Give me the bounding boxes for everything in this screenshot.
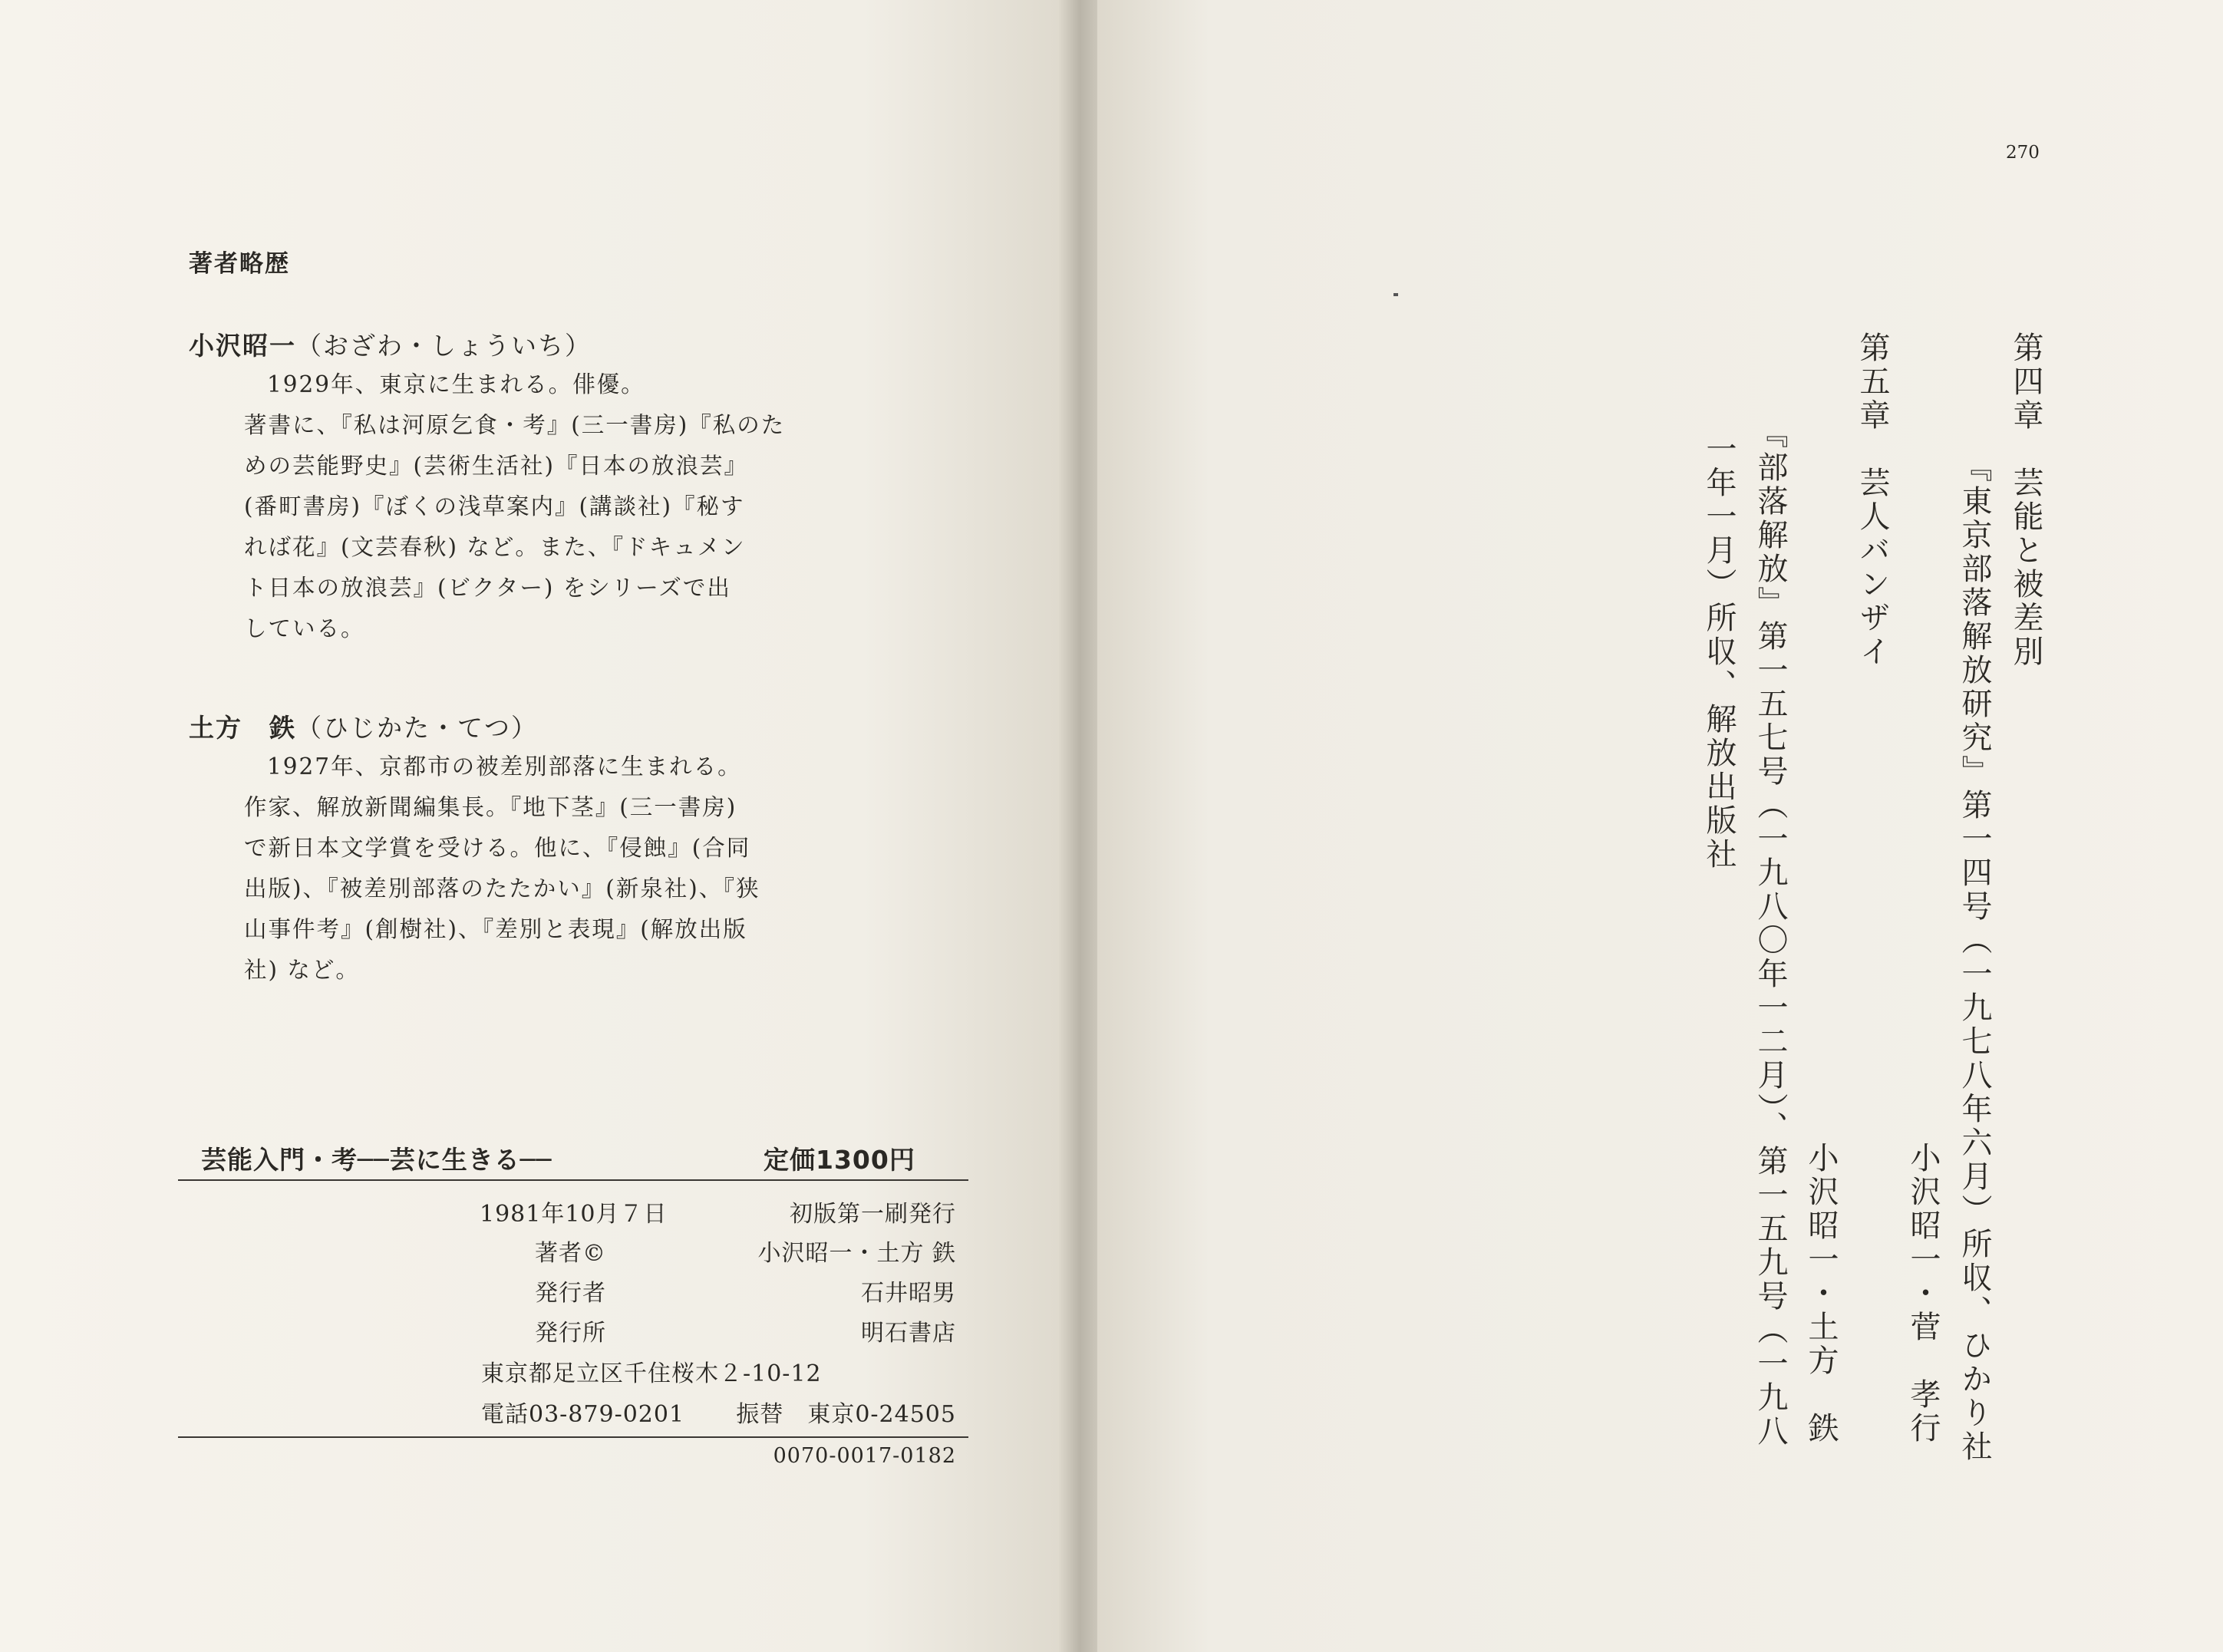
toc-column-chapter5-authors: 小沢昭一・土方 鉄 [1803,331,1839,1446]
colophon-transfer: 振替 東京0-24505 [736,1401,956,1428]
bio-line: している。 [244,615,365,641]
colophon-author-value: 小沢昭一・土方 鉄 [757,1240,956,1267]
colophon-code: 0070-0017-0182 [773,1444,956,1468]
bio-line: めの芸能野史』(芸術生活社)『日本の放浪芸』 [244,453,749,479]
bio-line: 山事件考』(創樹社)、『差別と表現』(解放出版 [244,916,747,942]
colophon-phone: 電話03-879-0201 [481,1401,685,1428]
colophon-publisher-value: 石井昭男 [861,1280,956,1307]
author-bio-hijikata [244,747,760,991]
toc-column-chapter4: 第四章 芸能と被差別 [2008,331,2043,669]
bio-line: 作家、解放新聞編集長。『地下茎』(三一書房) [244,794,737,820]
bio-line: れば花』(文芸春秋) など。また、『ドキュメン [244,534,746,560]
right-page [1097,0,2223,1652]
bio-line: ト日本の放浪芸』(ビクター) をシリーズで出 [244,575,731,601]
bio-line: 著書に、『私は河原乞食・考』(三一書房)『私のた [244,412,786,438]
author-name-hijikata [189,708,538,744]
author-reading: （おざわ・しょういち） [296,331,592,361]
bio-line: (番町書房)『ぼくの浅草案内』(講談社)『秘す [244,493,745,519]
colophon-author-label: 著者© [535,1240,606,1267]
bio-line: 1927年、京都市の被差別部落に生まれる。 [267,753,742,780]
bio-line: で新日本文学賞を受ける。他に、『侵蝕』(合同 [244,835,751,861]
toc-column-chapter5-source-cont: 一年一月）所収、解放出版社 [1701,331,1737,872]
page-number: 270 [2006,143,2040,163]
author-reading: （ひじかた・てつ） [296,713,538,743]
colophon-edition: 初版第一刷発行 [790,1201,956,1228]
colophon-book-title: 芸能入門・考──芸に生きる── [201,1145,552,1175]
colophon-house-label: 発行所 [535,1320,606,1347]
colophon-publisher-label: 発行者 [535,1280,606,1307]
author-name: 小沢昭一 [189,331,296,361]
toc-column-chapter4-authors: 小沢昭一・菅 孝行 [1905,331,1941,1446]
author-name: 土方 鉄 [189,713,296,743]
bio-line: 出版)、『被差別部落のたたかい』(新泉社)、『狭 [244,875,760,902]
bio-line: 1929年、東京に生まれる。俳優。 [267,371,645,397]
toc-column-chapter5: 第五章 芸人バンザイ [1855,331,1890,669]
toc-column-chapter5-source: 『部落解放』第一五七号（一九八〇年一二月）、第一五九号（一九八 [1753,331,1788,1449]
colophon-date: 1981年10月７日 [480,1201,668,1228]
toc-column-chapter4-source: 『東京部落解放研究』第一四号（一九七八年六月）所収、ひかり社 [1957,331,1992,1464]
colophon-price: 定価1300円 [764,1145,915,1175]
author-name-ozawa [189,326,592,362]
author-bio-ozawa [244,364,786,649]
ink-speck [1393,293,1398,296]
colophon-top-rule [178,1179,968,1181]
colophon-address: 東京都足立区千住桜木２-10-12 [481,1360,822,1387]
colophon-house-value: 明石書店 [861,1320,956,1347]
author-profile-heading: 著者略歴 [189,250,290,278]
colophon-bottom-rule [178,1436,968,1438]
bio-line: 社) など。 [244,957,360,983]
